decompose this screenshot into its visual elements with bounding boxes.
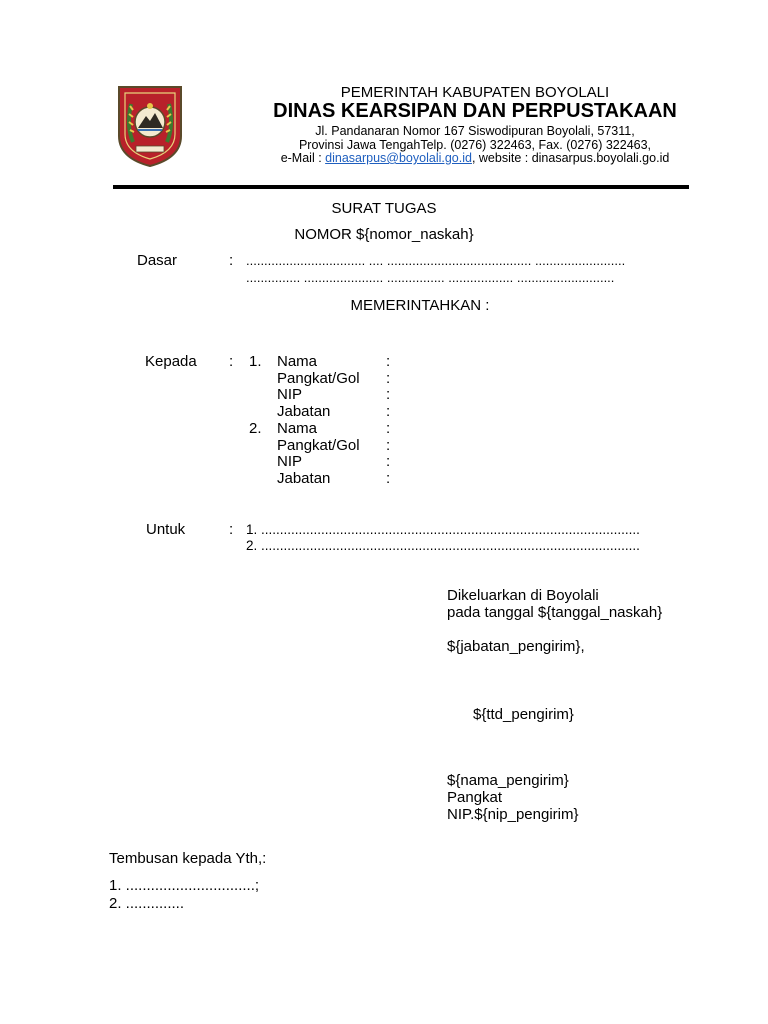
field-colon: : <box>386 453 391 470</box>
dasar-line-1: ................................. .... ........................................ ......................... <box>246 253 626 268</box>
untuk-colon: : <box>229 521 234 538</box>
document-number: NOMOR ${nomor_naskah} <box>294 226 474 243</box>
email-link[interactable]: dinasarpus@boyolali.go.id <box>325 151 472 165</box>
signature-rank: Pangkat <box>447 789 503 806</box>
untuk-item: 2. ..................................................................................................... <box>246 538 640 553</box>
header-address: Jl. Pandanaran Nomor 167 Siswodipuran Boyolali, 57311, <box>315 124 635 138</box>
dasar-colon: : <box>229 252 234 269</box>
tembusan-item: 1. ...............................; <box>109 877 260 894</box>
kepada-label: Kepada <box>145 353 197 370</box>
field-label: NIP <box>277 453 303 470</box>
signature-ttd: ${ttd_pengirim} <box>473 706 574 723</box>
field-label: Jabatan <box>277 403 331 420</box>
untuk-item: 1. ..................................................................................................... <box>246 522 640 537</box>
field-label: Nama <box>277 353 318 370</box>
header-government-name: PEMERINTAH KABUPATEN BOYOLALI <box>340 84 610 101</box>
dasar-line-2: ............... ...................... ................ .................. ........................... <box>246 270 615 285</box>
field-label: Nama <box>277 420 318 437</box>
header-divider <box>113 185 689 189</box>
field-label: Jabatan <box>277 470 331 487</box>
field-colon: : <box>386 470 391 487</box>
field-label: NIP <box>277 386 303 403</box>
document-title: SURAT TUGAS <box>331 200 437 217</box>
field-colon: : <box>386 370 391 387</box>
signature-place: Dikeluarkan di Boyolali <box>447 587 599 604</box>
field-label: Pangkat/Gol <box>277 437 360 454</box>
signature-name: ${nama_pengirim} <box>447 772 569 789</box>
header-office-name: DINAS KEARSIPAN DAN PERPUSTAKAAN <box>273 100 677 122</box>
signature-position: ${jabatan_pengirim}, <box>447 638 585 655</box>
field-colon: : <box>386 386 391 403</box>
untuk-label: Untuk <box>146 521 186 538</box>
header-email-website <box>182 151 768 165</box>
person-number: 2. <box>249 420 262 437</box>
email-prefix: e-Mail : <box>280 151 326 165</box>
person-number: 1. <box>249 353 262 370</box>
signature-nip: NIP.${nip_pengirim} <box>447 806 579 823</box>
signature-date: pada tanggal ${tanggal_naskah} <box>447 604 663 621</box>
field-label: Pangkat/Gol <box>277 370 360 387</box>
field-colon: : <box>386 437 391 454</box>
kepada-colon: : <box>229 353 234 370</box>
field-colon: : <box>386 353 391 370</box>
memerintahkan-heading: MEMERINTAHKAN : <box>350 297 490 314</box>
field-colon: : <box>386 403 391 420</box>
field-colon: : <box>386 420 391 437</box>
boyolali-coat-of-arms-icon <box>116 84 184 168</box>
website-text: , website : dinasarpus.boyolali.go.id <box>471 151 670 165</box>
header-contact: Provinsi Jawa TengahTelp. (0276) 322463, Fax. (0276) 322463, <box>298 138 652 152</box>
dasar-label: Dasar <box>137 252 178 269</box>
tembusan-label: Tembusan kepada Yth,: <box>109 850 267 867</box>
tembusan-item: 2. .............. <box>109 895 185 912</box>
